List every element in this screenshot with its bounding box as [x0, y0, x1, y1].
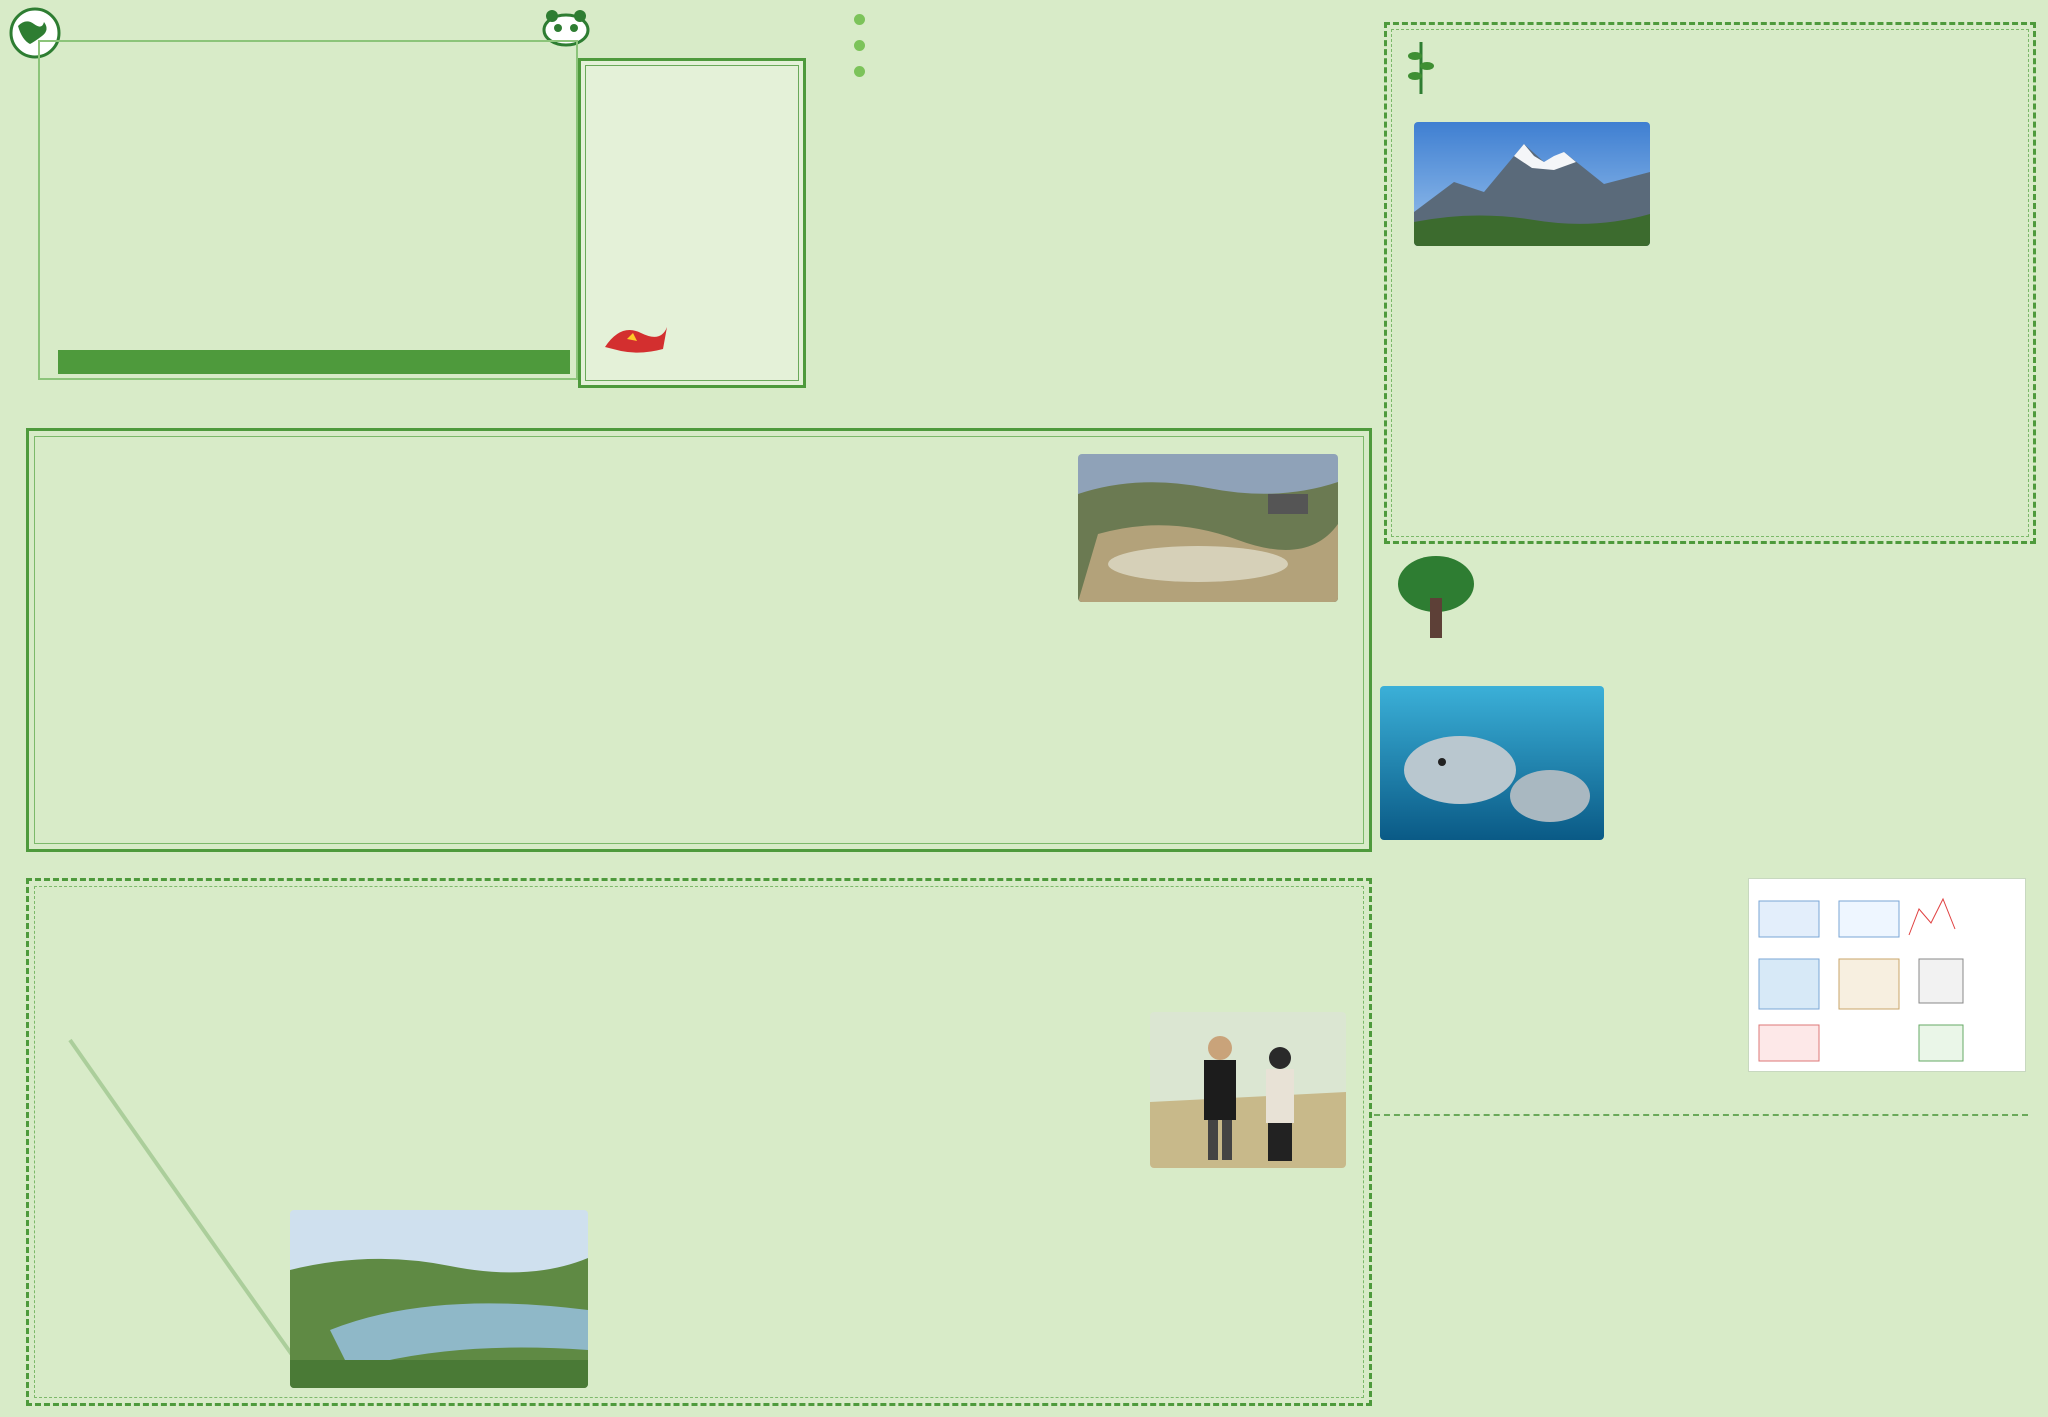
mbr-research-figure	[1748, 878, 2026, 1072]
newspaper-title	[48, 80, 568, 230]
plant-sprig-icon	[1406, 36, 1436, 96]
fern-leaf-decoration	[30, 1020, 330, 1400]
quote-1	[822, 10, 1328, 32]
bullet-icon	[854, 14, 865, 25]
logo-block	[601, 307, 789, 377]
quotes-section	[822, 10, 1328, 83]
finless-porpoise-photo	[1380, 686, 1604, 840]
huang-miansong-photo	[1150, 1012, 1346, 1168]
research-divider	[1374, 1114, 2028, 1116]
quote-3	[822, 62, 1328, 84]
quote-2	[822, 36, 1328, 58]
date-box	[578, 58, 806, 388]
waste-site-photo	[1078, 454, 1338, 602]
tree-column-left	[808, 30, 828, 390]
event-section-label	[48, 436, 348, 516]
qingshui-river-park-photo	[290, 1210, 588, 1388]
tree-column-right	[1334, 30, 1354, 110]
bullet-icon	[854, 40, 865, 51]
tree-illustration-icon	[1376, 548, 1496, 648]
jade-dragon-snow-mountain-photo	[1414, 122, 1650, 246]
bullet-icon	[854, 66, 865, 77]
editor-credits	[58, 350, 570, 374]
flag-logo-icon	[601, 317, 671, 357]
